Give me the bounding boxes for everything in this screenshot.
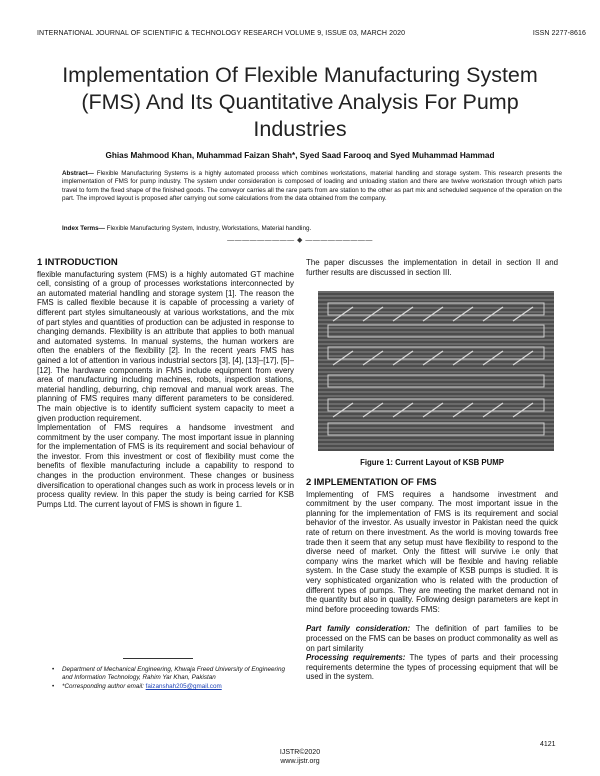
footnote-email: • *Corresponding author email: faizanshah205@gmail.com [52, 682, 222, 690]
part-family-label: Part family consideration: [306, 624, 411, 634]
footer-copyright: IJSTR©2020 [279, 749, 321, 756]
section-1-heading: 1 INTRODUCTION [37, 257, 118, 268]
section-2-paragraph: Implementing of FMS requires a handsome investment and commitment by the user company. The most important issue in the planning for the implementation of FMS is its requirement and social behavior of the investor. As usually investor in Pakistan need the quick rate of return on there investment. As the world is moving towards free trade then it seem that any setup must have flexibility to respond to the diverse need of market. Only the fittest will survive i.e only that company wins the market which will be flexible and having reliable system. In the Case study the example of KSB pumps is studied. It is very sophisticated organization who is related with the production of different types of pumps. They are meeting the market demand not in the quantity but also in quality. Following design parameters are kept in mind before proceeding towards FMS: [306, 489, 558, 614]
figure-1-caption: Figure 1: Current Layout of KSB PUMP [360, 458, 504, 467]
processing-label: Processing requirements: [306, 653, 406, 663]
title-line: Industries [253, 117, 347, 141]
processing-paragraph [306, 653, 558, 682]
author-email-link[interactable]: faizanshah205@gmail.com [145, 682, 222, 690]
section-2-heading: 2 IMPLEMENTATION OF FMS [306, 477, 437, 488]
abstract [62, 170, 562, 204]
title-line: (FMS) And Its Quantitative Analysis For Pump [81, 90, 519, 114]
part-family-text: The definition of part families to be processed on the FMS can be bases on product commonality as well as on part similarity [306, 624, 558, 653]
footnote-affiliation: • Department of Mechanical Engineering, Khwaja Freed University of Engineering and Information Technology, Rahim Yar Khan, Pakistan [52, 666, 285, 682]
left-column [37, 258, 294, 509]
running-header [37, 30, 586, 37]
page-number: 4121 [540, 741, 556, 748]
journal-name: INTERNATIONAL JOURNAL OF SCIENTIFIC & TECHNOLOGY RESEARCH VOLUME 9, ISSUE 03, MARCH 2020 [37, 30, 406, 37]
footnote-rule [123, 658, 193, 659]
index-terms-label: Index Terms— [62, 225, 105, 232]
right-column [306, 478, 558, 682]
index-terms [62, 225, 562, 233]
issn: ISSN 2277-8616 [532, 30, 586, 37]
processing-text: The types of parts and their processing requirements determine the types of processing equipment that will be used in the system. [306, 653, 558, 682]
abstract-text: Flexible Manufacturing Systems is a highly automated process which combines workstations, material handling and storage system. This research presents the implementation of FMS for pump industry. The system under consideration is composed of loading and unloading station and there are twelve workstation through which parts travel to form the fixed shape of the finished goods. The conveyor carries all the rare parts from are station to the other as part mix and scheduled sequence of the operation on the part. The improved layout is proposed after carrying out some calculations from the data obtained from the company. [62, 170, 562, 203]
page-footer [0, 748, 600, 766]
bullet-icon: • [52, 666, 55, 673]
section-1-paragraph: flexible manufacturing system (FMS) is a highly automated GT machine cell, consisting of a group of processes workstations interconnected by an automated material handling and storage system [1]. The reason the FMS is called flexible because it is capable of processing a variety of different part styles simultaneously at various workstations, and the mix of part styles and quantities of production can be adjusted in response to changing demands. Flexibility is an attribute that applies to both manual and automated systems. In manual systems, the human workers are often the enablers of the flexibility [2]. In the recent years FMS has gained a lot of attention in various industrial sectors [3], [4], [13]–[17], [5]–[12]. The hardware components in FMS include equipment from every area of manufacturing including machines, robots, inspection stations, material handling, deburring, chip removal and manual work areas. The planning of FMS requires many different parameters to be considered. The main objective is to identify sufficient system capacity to meet a given production requirement. [37, 269, 294, 423]
layout-photo-icon [318, 291, 554, 451]
section-1-paragraph: Implementation of FMS requires a handsome investment and commitment by the user company. The most important issue in planning for the implementation of FMS is its requirement and social behaviour of the investor. From this investment or cost of flexibility must come the benefits of flexible manufacturing include a capability to respond to changes in the production environment. These changes or business diversification to operational changes such as work in process levels or in process quality review. In this paper the study is being carried for KSB Pumps Ltd. The current layout of FMS is shown in figure 1. [37, 423, 294, 509]
right-intro: The paper discusses the implementation in detail in section II and further results are discussed in section III. [306, 258, 558, 277]
footer-website[interactable]: www.ijstr.org [280, 758, 320, 765]
author-list: Ghias Mahmood Khan, Muhammad Faizan Shah*, Syed Saad Farooq and Syed Muhammad Hammad [105, 151, 495, 160]
title-line: Implementation Of Flexible Manufacturing System [62, 63, 538, 87]
bullet-icon: • [52, 682, 55, 690]
paper-title [20, 62, 580, 143]
part-family-paragraph [306, 624, 558, 653]
footnotes [52, 666, 292, 691]
abstract-label: Abstract— [62, 170, 94, 177]
index-terms-text: Flexible Manufacturing System, Industry, Workstations, Material handling. [104, 225, 312, 232]
figure-1-image [318, 291, 554, 451]
section-separator: ————————— ◆ ————————— [227, 237, 373, 244]
